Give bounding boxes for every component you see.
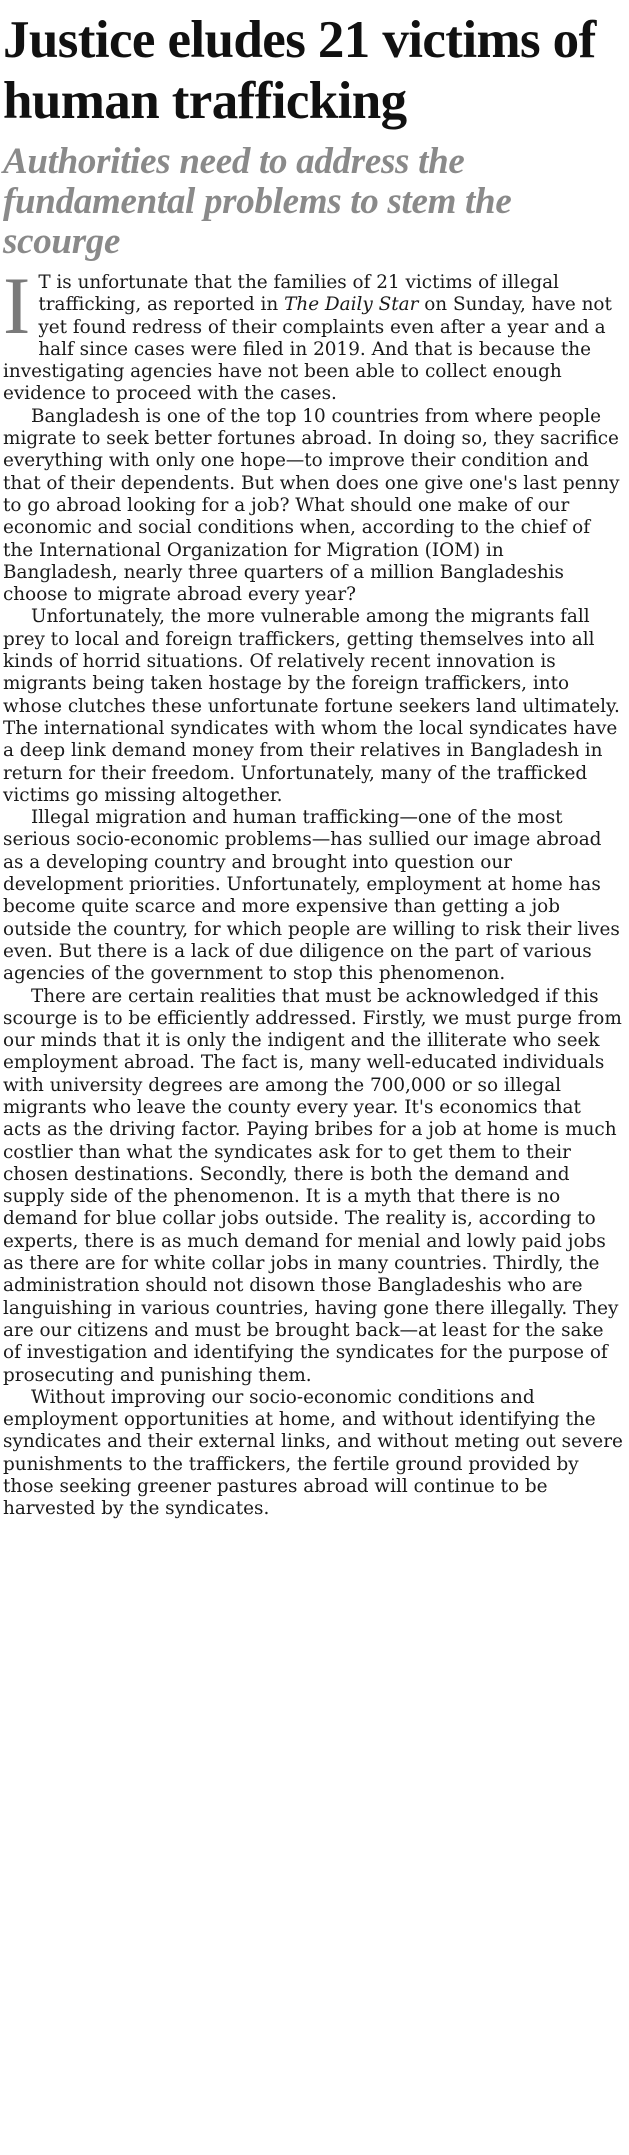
article-body — [3, 260, 623, 1521]
headline: Justice eludes 21 victims of human trafficking — [3, 11, 596, 130]
subheadline: Authorities need to address the fundamental problems to stem the scourge — [3, 141, 512, 262]
paragraph-4: Illegal migration and human trafficking—one of the most serious socio-economic problems—has sullied our image abroad as a developing country and brought into question our development priorities. Unfortunately, employment at home has become quite scarce and more expensive than getting a job outside the country, for which people are willing to risk their lives even. But there is a lack of due diligence on the part of various agencies of the government to stop this phenomenon. — [3, 807, 620, 985]
paragraph-5: There are certain realities that must be acknowledged if this scourge is to be efficiently addressed. Firstly, we must purge from our minds that it is only the indigent and the illiterate who seek employment abroad. The fact is, many well-educated individuals with university degrees are among the 700,000 or so illegal migrants who leave the county every year. It's economics that acts as the driving factor. Paying bribes for a job at home is much costlier than what the syndicates ask for to get them to their chosen destinations. Secondly, there is both the demand and supply side of the phenomenon. It is a myth that there is no demand for blue collar jobs outside. The reality is, according to experts, there is as much demand for menial and lowly paid jobs as there are for white collar jobs in many countries. Thirdly, the administration should not disown those Bangladeshis who are languishing in various countries, having gone there illegally. They are our citizens and must be brought back—at least for the sake of investigation and identifying the syndicates for the purpose of prosecuting and punishing them. — [3, 985, 622, 1386]
paragraph-1 — [3, 260, 623, 406]
paragraph-1-text-b: on Sunday, have not yet found redress of their complaints even after a year and a half since cases were filed in 2019. And that is because the investigating agencies have not been able to collect enough evidence to proceed with the cases. — [3, 294, 612, 405]
paragraph-2: Bangladesh is one of the top 10 countries from where people migrate to seek better fortunes abroad. In doing so, they sacrifice everything with only one hope—to improve their condition and that of their dependents. But when does one give one's last penny to go abroad looking for a job? What should one make of our economic and social conditions when, according to the chief of the International Organization for Migration (IOM) in Bangladesh, nearly three quarters of a million Bangladeshis choose to migrate abroad every year? — [3, 405, 620, 606]
paragraph-6: Without improving our socio-economic conditions and employment opportunities at home, and without identifying the syndicates and their external links, and without meting out severe punishments to the traffickers, the fertile ground provided by those seeking greener pastures abroad will continue to be harvested by the syndicates. — [3, 1386, 623, 1520]
drop-cap: I — [3, 260, 31, 351]
publication-name: The Daily Star — [284, 294, 419, 316]
paragraph-1-text-a: T is unfortunate that the families of 21 victims of illegal trafficking, as reported in — [38, 272, 559, 316]
paragraph-3: Unfortunately, the more vulnerable among the migrants fall prey to local and foreign traffickers, getting themselves into all kinds of horrid situations. Of relatively recent innovation is migrants being taken hostage by the foreign traffickers, into whose clutches these unfortunate fortune seekers land ultimately. The international syndicates with whom the local syndicates have a deep link demand money from their relatives in Bangladesh in return for their freedom. Unfortunately, many of the trafficked victims go missing altogether. — [3, 606, 620, 806]
